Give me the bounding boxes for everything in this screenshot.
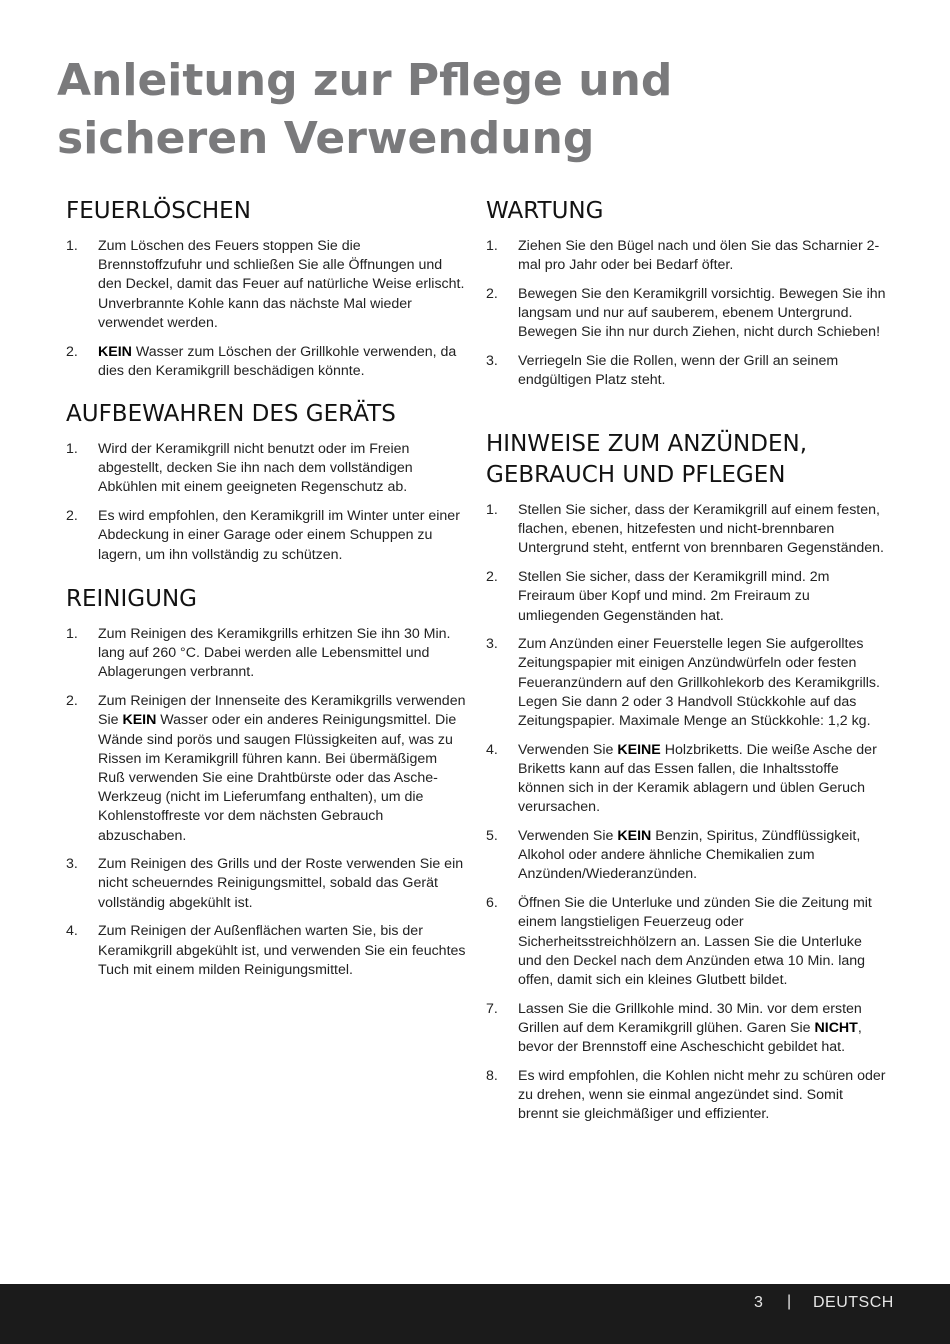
item-text: Ziehen Sie den Bügel nach und ölen Sie das Scharnier 2-mal pro Jahr oder bei Bedarf öfter. [518,238,880,274]
section-heading: HINWEISE ZUM ANZÜNDEN, GEBRAUCH UND PFLEGEN [486,431,808,488]
instruction-list [66,625,466,980]
section-reinigung [66,584,466,989]
item-number: 6. [486,895,498,912]
emphasis-text: KEIN [98,343,132,360]
item-number: 1. [66,238,78,254]
instruction-list [66,440,466,565]
item-text: Es wird empfohlen, den Keramikgrill im Winter unter einer Abdeckung in einer Garage oder einem Schuppen zu lagern, um ihn vollständig zu schützen. [98,508,460,563]
item-number: 1. [66,626,78,642]
item-number: 8. [486,1067,498,1084]
section-hinweise [486,429,886,1134]
list-item [486,285,886,343]
item-text: Wasser oder ein anderes Reinigungsmittel. Die Wände sind porös und saugen Flüssigkeiten auf, was zu Rissen im Keramikgrill führen kann. Bei übermäßigem Ruß verwenden Sie eine Drahtbürste oder das Asche-Werkzeug (nicht im Lieferumfang enthalten), um die Kohlenstoffreste vor dem nächsten Gebrauch abzuschaben. [98,712,457,844]
list-item [66,855,466,913]
instruction-list [486,501,886,1124]
list-item [486,1067,886,1125]
item-text: Lassen Sie die Grillkohle mind. 30 Min. vor dem ersten Grillen auf dem Keramikgrill glühen. Garen Sie [518,1000,862,1036]
footer-separator: | [787,1293,792,1310]
item-text: Zum Reinigen des Grills und der Roste verwenden Sie ein nicht scheuerndes Reinigungsmittel, sobald das Gerät vollständig abgekühlt ist. [98,856,464,911]
emphasis-text: KEIN [617,828,652,845]
list-item [486,1000,886,1058]
item-number: 3. [66,856,78,873]
list-item [486,894,886,990]
item-number: 2. [66,693,78,710]
emphasis-text: KEIN [122,712,157,729]
page-footer [0,1284,950,1344]
item-number: 1. [486,238,498,254]
item-text: Öffnen Sie die Unterluke und zünden Sie die Zeitung mit einem langstieligen Feuerzeug oder Sicherheitsstreichhölzern an. Lassen Sie die Unterluke und den Deckel nach dem Anzünden etwa 10 Min. lang offen, damit sich ein kleines Glutbett bildet. [518,895,872,988]
item-text: Stellen Sie sicher, dass der Keramikgrill mind. 2m Freiraum über Kopf und mind. 2m Freiraum zu umliegenden Gegenständen hat. [518,569,830,624]
item-number: 4. [66,923,78,940]
item-number: 7. [486,1000,498,1017]
list-item [66,922,466,980]
instruction-list [486,237,886,390]
list-item [486,237,886,275]
list-item [486,352,886,390]
item-text: Es wird empfohlen, die Kohlen nicht mehr zu schüren oder zu drehen, wenn sie einmal angezündet sind. Somit brennt sie gleichmäßiger und effizienter. [518,1067,886,1123]
list-item [66,237,466,333]
item-number: 2. [66,343,78,360]
item-text: Verriegeln Sie die Rollen, wenn der Grill an seinem endgültigen Platz steht. [518,353,839,389]
list-item [66,507,466,565]
item-text: Benzin, Spiritus, Zündflüssigkeit, Alkohol oder andere ähnliche Chemikalien zum Anzünden/Wiederanzünden. [518,828,861,883]
list-item [486,501,886,559]
page-number: 3 [754,1294,763,1311]
item-text: Wird der Keramikgrill nicht benutzt oder im Freien abgestellt, decken Sie ihn nach dem vollständigen Abkühlen mit einem geeigneten Regenschutz ab. [98,441,413,496]
item-text: Zum Anzünden einer Feuerstelle legen Sie aufgerolltes Zeitungspapier mit einigen Anzündwürfeln oder festen Feueranzündern auf den Grillkohlekorb des Keramikgrills. Legen Sie dann 2 oder 3 Handvoll Stückkohle auf das Zeitungspapier. Maximale Menge an Stückkohle: 1,2 kg. [518,636,880,730]
section-heading: AUFBEWAHREN DES GERÄTS [66,401,396,427]
list-item [66,692,466,846]
item-number: 5. [486,828,498,845]
list-item [486,568,886,626]
item-number: 2. [66,508,78,525]
section-feuerloeschen [66,196,466,390]
section-heading: REINIGUNG [66,586,197,612]
item-text: Verwenden Sie [518,741,618,758]
list-item [66,343,466,381]
list-item [486,741,886,818]
page-title: Anleitung zur Pflege und sicheren Verwendung [57,55,673,164]
item-text: Zum Reinigen der Außenflächen warten Sie, bis der Keramikgrill abgekühlt ist, und verwenden Sie ein feuchtes Tuch mit einem milden Reinigungsmittel. [98,923,466,978]
emphasis-text: NICHT [814,1019,858,1036]
item-number: 3. [486,636,498,653]
item-text: Verwenden Sie [518,828,618,845]
item-text: Holzbriketts. Die weiße Asche der Briketts kann auf das Essen fallen, die Inhaltsstoffe können sich in der Keramik ablagern und üblen Geruch verursachen. [518,741,877,816]
list-item [66,625,466,683]
section-aufbewahren [66,399,466,574]
item-number: 1. [66,441,78,457]
item-number: 3. [486,353,498,370]
item-number: 2. [486,285,498,302]
list-item [486,827,886,885]
item-number: 4. [486,741,498,758]
list-item [486,635,886,731]
item-text: Zum Reinigen der Innenseite des Keramikgrills verwenden Sie [98,693,466,729]
list-item [66,440,466,498]
item-text: Stellen Sie sicher, dass der Keramikgrill auf einem festen, flachen, ebenen, hitzefesten und nicht-brennbaren Untergrund steht, entfernt von brennbaren Gegenständen. [518,502,884,557]
item-text: Zum Löschen des Feuers stoppen Sie die Brennstoffzufuhr und schließen Sie alle Öffnungen und den Deckel, damit das Feuer auf natürliche Weise erlischt. Unverbrannte Kohle kann das nächste Mal wieder verwendet werden. [98,238,465,331]
item-text: Wasser zum Löschen der Grillkohle verwenden, da dies den Keramikgrill beschädigen könnte. [98,343,457,379]
instruction-list [66,237,466,381]
section-heading: WARTUNG [486,198,604,224]
section-heading: FEUERLÖSCHEN [66,198,251,224]
item-text: , bevor der Brennstoff eine Ascheschicht gebildet hat. [518,1019,862,1056]
emphasis-text: KEINE [617,741,661,758]
item-number: 1. [486,502,498,518]
item-text: Zum Reinigen des Keramikgrills erhitzen Sie ihn 30 Min. lang auf 260 °C. Dabei werden alle Lebensmittel und Ablagerungen verbrannt. [98,626,451,681]
item-number: 2. [486,569,498,586]
section-wartung [486,196,886,400]
footer-language: DEUTSCH [813,1294,894,1311]
item-text: Bewegen Sie den Keramikgrill vorsichtig. Bewegen Sie ihn langsam und nur auf sauberem, ebenem Untergrund. Bewegen Sie ihn nur durch Ziehen, nicht durch Schieben! [518,285,886,341]
